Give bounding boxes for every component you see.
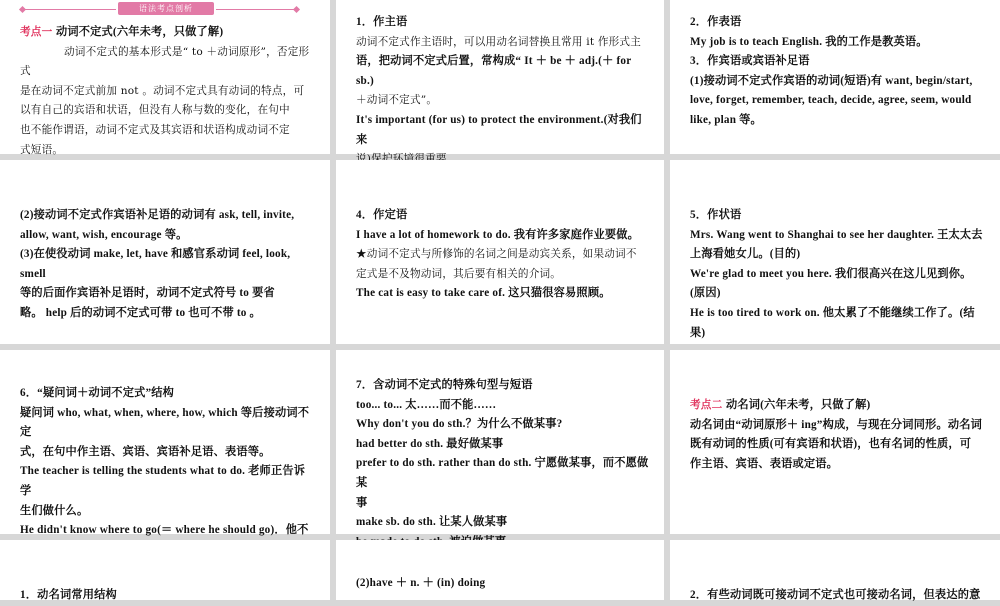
example-line: Mrs. Wang went to Shanghai to see her daughter. 王太太去 xyxy=(690,228,983,241)
text-line: 作主语、宾语、表语或定语。 xyxy=(690,457,839,470)
note-line: 定式是不及物动词，其后要有相关的介词。 xyxy=(356,267,562,280)
card-gerund-structures xyxy=(0,540,330,600)
banner-ornament-left xyxy=(19,6,26,13)
text-line: like, plan 等。 xyxy=(690,113,762,126)
text-line: 式，在句中作主语、宾语、宾语补足语、表语等。 xyxy=(20,445,271,458)
banner-divider-right xyxy=(216,9,296,10)
card-as-predicative xyxy=(670,0,1000,154)
note-line: ★动词不定式与所修饰的名词之间是动宾关系，如果动词不 xyxy=(356,248,637,261)
section-heading: 1．作主语 xyxy=(356,16,408,28)
card-infinitive-intro xyxy=(0,0,330,154)
card-gerund-intro xyxy=(670,350,1000,534)
topic-tag: 考点二 xyxy=(690,399,723,411)
example-line: (原因) xyxy=(690,287,721,300)
section-heading: (2)have ＋ n. ＋ (in) doing xyxy=(356,577,486,589)
section-heading: 6．“疑问词＋动词不定式”结构 xyxy=(20,387,175,399)
example-line: 生们做什么。 xyxy=(20,504,89,517)
example-line: He didn't know where to go(＝ where he should go)．他不 xyxy=(20,524,309,537)
example-line: The teacher is telling the students what to do. 老师正告诉学 xyxy=(20,465,306,497)
text-line: ＋动词不定式”。 xyxy=(356,94,438,107)
text-line: 以有自己的宾语和状语，但没有人称与数的变化，在句中 xyxy=(20,104,290,117)
text-line: 动词不定式的基本形式是“ to ＋动词原形”，否定形式 xyxy=(20,45,310,78)
card-special-patterns xyxy=(336,350,664,534)
text-line: 略。 help 后的动词不定式可带 to 也可不带 to 。 xyxy=(20,306,261,319)
topic-tag: 考点一 xyxy=(20,26,53,38)
text-line: 语，把动词不定式后置，常构成“ It ＋ be ＋ adj.(＋ for sb.) xyxy=(356,55,632,87)
card-have-doing xyxy=(336,540,664,600)
text-line: 也不能作谓语，动词不定式及其宾语和状语构成动词不定 xyxy=(20,123,290,136)
text-line: 动词不定式作主语时，可以用动名词替换且常用 it 作形式主 xyxy=(356,35,642,48)
card-object-complement xyxy=(0,160,330,344)
section-heading: 2．有些动词既可接动词不定式也可接动名词，但表达的意 xyxy=(690,589,981,601)
text-line: 既有动词的性质(可有宾语和状语)，也有名词的性质，可 xyxy=(690,438,972,451)
phrase-line: make sb. do sth. 让某人做某事 xyxy=(356,516,508,529)
card-interrogative-structure xyxy=(0,350,330,537)
text-line: 等的后面作宾语补足语时，动词不定式符号 to 要省 xyxy=(20,287,275,300)
text-line: (3)在使役动词 make, let, have 和感官系动词 feel, look, smell xyxy=(20,248,291,280)
card-as-adverbial xyxy=(670,160,1000,344)
example-line: 上海看她女儿。(目的) xyxy=(690,248,801,261)
card-verb-differences xyxy=(670,540,1000,600)
text-line: love, forget, remember, teach, decide, agree, seem, would xyxy=(690,94,972,107)
phrase-line: too... to... 太……而不能…… xyxy=(356,398,497,411)
text-line: (2)接动词不定式作宾语补足语的动词有 ask, tell, invite, xyxy=(20,209,295,221)
section-heading: 4．作定语 xyxy=(356,209,408,221)
phrase-line: Why don't you do sth.？为什么不做某事? xyxy=(356,418,563,431)
section-heading: 2．作表语 xyxy=(690,16,742,28)
section-heading: 5．作状语 xyxy=(690,209,742,221)
example-line: We're glad to meet you here. 我们很高兴在这儿见到你。 xyxy=(690,267,972,280)
text-line: 疑问词 who, what, when, where, how, which 等后接动词不定 xyxy=(20,406,310,439)
banner-divider-left xyxy=(22,9,116,10)
topic-heading: 考点一 动词不定式(六年未考，只做了解) xyxy=(20,26,224,38)
example-line: I have a lot of homework to do. 我有许多家庭作业要做。 xyxy=(356,228,640,241)
text-line: 动名词由“动词原形＋ ing”构成，与现在分词同形。动名词 xyxy=(690,418,983,431)
banner-ornament-right xyxy=(293,6,300,13)
phrase-line: 事 xyxy=(356,496,368,509)
topic-heading: 考点二 动名词(六年未考，只做了解) xyxy=(690,399,871,411)
card-as-subject xyxy=(336,0,664,154)
phrase-line: prefer to do sth. rather than do sth. 宁愿做某事，而不愿做某 xyxy=(356,457,649,489)
section-heading: 3．作宾语或宾语补足语 xyxy=(690,55,810,68)
text-line: 式短语。 xyxy=(20,143,64,156)
example-line: My job is to teach English. 我的工作是教英语。 xyxy=(690,35,928,48)
example-line: It's important (for us) to protect the environment.(对我们来 xyxy=(356,113,642,146)
example-line: 果) xyxy=(690,326,706,339)
section-banner: 语法考点剖析 xyxy=(118,2,214,15)
section-heading: 7．含动词不定式的特殊句型与短语 xyxy=(356,379,533,391)
section-heading: 1．动名词常用结构 xyxy=(20,589,117,601)
example-line: The cat is easy to take care of. 这只猫很容易照顾。 xyxy=(356,287,611,300)
text-line: 是在动词不定式前加 not 。动词不定式具有动词的特点，可 xyxy=(20,84,305,97)
phrase-line: had better do sth. 最好做某事 xyxy=(356,437,504,450)
example-line: He is too tired to work on. 他太累了不能继续工作了。(结 xyxy=(690,306,975,319)
text-line: (1)接动词不定式作宾语的动词(短语)有 want, begin/start, xyxy=(690,74,973,87)
card-as-attribute xyxy=(336,160,664,344)
text-line: allow, want, wish, encourage 等。 xyxy=(20,228,188,241)
